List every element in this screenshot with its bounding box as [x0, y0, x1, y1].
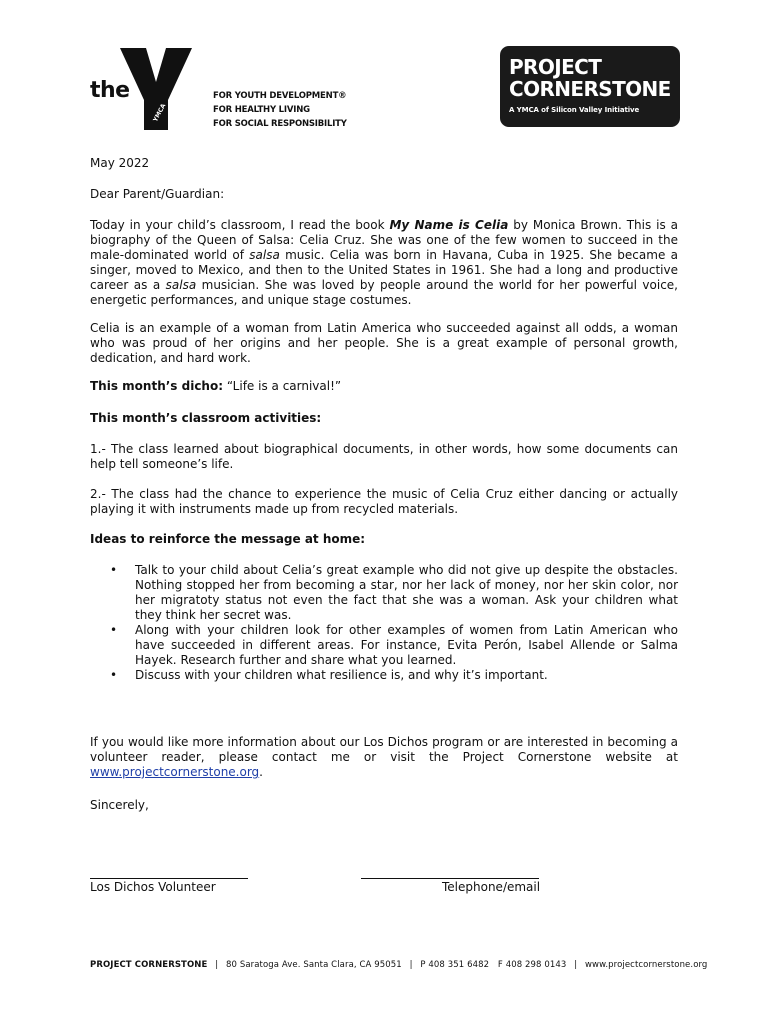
- bullet-icon: •: [110, 623, 118, 637]
- signature-label-contact: Telephone/email: [442, 880, 541, 894]
- bullet-icon: •: [110, 668, 118, 682]
- salutation: Dear Parent/Guardian:: [90, 187, 225, 201]
- footer-separator: |: [409, 960, 413, 970]
- intro-text: by Monica Brown. This is a biography of the Queen of Salsa: Celia Cruz. She was one of the few women to succeed in the male-dominated world of: [90, 218, 678, 262]
- pc-logo-line2: CORNERSTONE: [509, 77, 671, 101]
- contact-text: If you would like more information about our Los Dichos program or are interested in becoming a volunteer reader, please contact me or visit the Project Cornerstone website at: [90, 735, 678, 764]
- dicho-text: “Life is a carnival!”: [223, 379, 342, 393]
- intro-paragraph: [90, 218, 678, 308]
- list-item-text: Discuss with your children what resilience is, and why it’s important.: [135, 668, 548, 682]
- list-item: [90, 563, 678, 623]
- ideas-heading: Ideas to reinforce the message at home:: [90, 532, 366, 546]
- salsa-italic: salsa: [249, 248, 280, 262]
- closing: Sincerely,: [90, 798, 149, 812]
- footer-address: 80 Saratoga Ave. Santa Clara, CA 95051: [226, 960, 402, 970]
- list-item: [90, 668, 678, 683]
- footer-phone: P 408 351 6482: [420, 960, 490, 970]
- letter-date: May 2022: [90, 156, 150, 170]
- bullet-icon: •: [110, 563, 118, 577]
- tagline-line: FOR SOCIAL RESPONSIBILITY: [213, 119, 347, 129]
- activity-item: 2.- The class had the chance to experience the music of Celia Cruz either dancing or actually playing it with instruments made up from recycled materials.: [90, 487, 678, 516]
- ymca-mark-text: YMCA: [152, 102, 168, 124]
- ymca-tagline: [213, 89, 347, 131]
- pc-logo-subline: A YMCA of Silicon Valley Initiative: [509, 106, 640, 114]
- activity-item: 1.- The class learned about biographical documents, in other words, how some documents can help tell someone’s life.: [90, 442, 678, 471]
- footer-fax: F 408 298 0143: [497, 960, 567, 970]
- list-item: [90, 623, 678, 668]
- project-cornerstone-logo: [500, 46, 680, 127]
- ymca-logo-text: the: [90, 78, 130, 103]
- celia-paragraph: Celia is an example of a woman from Latin America who succeeded against all odds, a woman who was proud of her origins and her people. She is a great example of personal growth, dedication, and hard work.: [90, 321, 678, 365]
- footer-separator: |: [574, 960, 578, 970]
- contact-text: .: [259, 765, 263, 779]
- footer-separator: |: [215, 960, 219, 970]
- intro-text: music. Celia was born in Havana, Cuba in 1925. She became a singer, moved to Mexico, and then to the United States in 1961. She had a long and productive career as a: [90, 248, 678, 292]
- pc-logo-line1: PROJECT: [509, 55, 602, 79]
- salsa-italic: salsa: [165, 278, 197, 292]
- footer-brand: PROJECT CORNERSTONE: [90, 960, 208, 970]
- book-title: My Name is Celia: [389, 218, 509, 232]
- tagline-line: FOR HEALTHY LIVING: [213, 105, 310, 115]
- intro-text: musician. She was loved by people around the world for her powerful voice, energetic performances, and unique stage costumes.: [90, 278, 678, 307]
- footer: [90, 959, 707, 971]
- signature-label-volunteer: Los Dichos Volunteer: [90, 880, 216, 894]
- intro-text: Today in your child’s classroom, I read the book: [90, 218, 390, 232]
- website-link[interactable]: www.projectcornerstone.org: [90, 765, 260, 779]
- signature-line: [361, 878, 539, 879]
- signature-line: [90, 878, 248, 879]
- dicho-line: [90, 379, 678, 394]
- ideas-list: [90, 563, 678, 683]
- dicho-label: This month’s dicho:: [90, 379, 224, 393]
- list-item-text: Along with your children look for other examples of women from Latin American who have succeeded in different areas. For instance, Evita Perón, Isabel Allende or Salma Hayek. Research further and share what you learned.: [135, 623, 678, 667]
- footer-website: www.projectcornerstone.org: [585, 960, 708, 970]
- contact-paragraph: [90, 735, 678, 780]
- list-item-text: Talk to your child about Celia’s great example who did not give up despite the obstacles. Nothing stopped her from becoming a star, nor her lack of money, nor her skin color, nor her migratoty status not even the fact that she was a woman. Ask your children what they think her secret was.: [135, 563, 678, 622]
- tagline-line: FOR YOUTH DEVELOPMENT®: [213, 91, 347, 101]
- activities-heading: This month’s classroom activities:: [90, 411, 322, 425]
